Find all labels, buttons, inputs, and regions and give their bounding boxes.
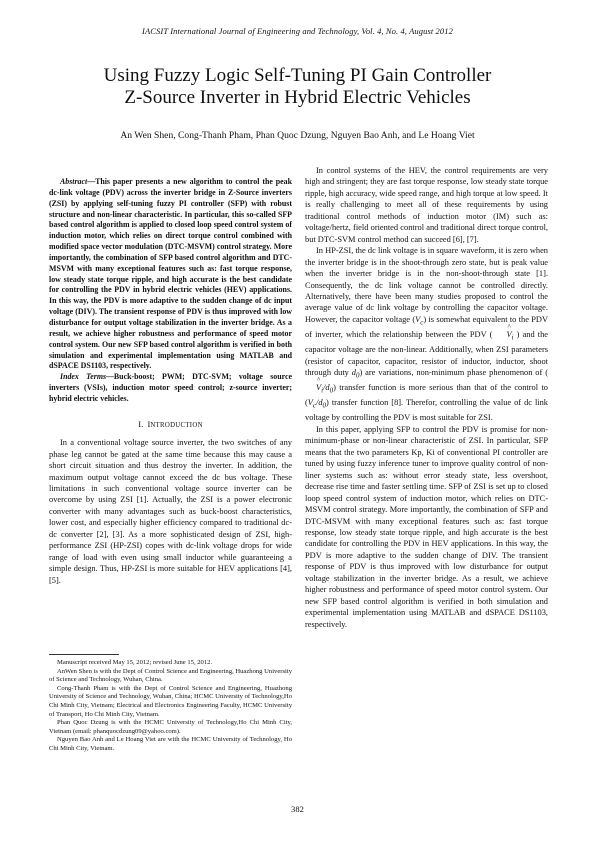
text-run: ) transfer function is more serious than that of the control to ( [305,383,548,408]
abstract-text: —This paper presents a new algorithm to control the peak dc-link voltage (PDV) across the inverter bridge in Z-Source inverters (ZSI) by applying self-tuning fuzzy PI controller (SFP) with robust structure and non-linear characteristic. In particular, this so-called SFP based control algorithm is applied to closed loop speed control system of induction motor, which relies on direct torque control combined with modified space vector modulation (DTC-MSVM) control strategy. More importantly, the combination of SFP based control algorithm and DTC-MSVM with many exceptional features such as: fast torque response, low steady state torque ripple, and high accurate is the best candidate for controlling the PDV in hybrid electric vehicles (HEV) applications. In this way, the PDV is more adaptive to the sudden change of dc input voltage (DIV). The transient response of PDV is thus improved with low disturbance for output voltage stabilization in the inverter bridge. As a result, we achieve higher robustness and performance of speed motor control system. Our new SFP based control algorithm is verified in both simulation and experimental implementation using MATLAB and dSPACE DS1103, respectively. [49,177,292,371]
text-run: ) transfer function [8]. Therefor, controlling the value of dc link voltage by controlling the PDV is most suitable for ZSI. [305,398,548,423]
footnote-manuscript: Manuscript received May 15, 2012; revised June 15, 2012. [57,659,213,666]
text-run: ) is somewhat equivalent to the PDV of inverter, which the relationship between the PDV ( [305,314,548,340]
symbol-subscript: i [321,386,324,395]
text-run: In HP-ZSI, the dc link voltage is in square waveform, it is zero when the inverter bridge is in the shoot-through zero state, but is peak value when the inverter bridge is in the non-shoot-through state [1]. Consequently, the dc link voltage cannot be controlled directly. Alternatively, there have been many studies proposed to control the average value of dc link voltage by controlling the capacitor voltage. However, the capacitor voltage ( [305,246,548,324]
symbol-vc-over-d0 [307,398,327,410]
right-paragraph-2 [305,245,548,424]
symbol-base: /d [316,398,323,408]
symbol-subscript: 0 [329,386,334,395]
text-run: ) are variations, non-minimum phase phenomenon of ( [359,368,548,378]
symbol-subscript: 0 [322,401,327,410]
title-line-2: Z-Source Inverter in Hybrid Electric Vehicles [124,87,471,108]
title-line-1: Using Fuzzy Logic Self-Tuning PI Gain Controller [103,65,492,86]
paper-title [60,65,535,109]
abstract-lead: Abstract [60,177,88,186]
intro-paragraph: In a conventional voltage source inverter, the two switches of any phase leg cannot be gated at the same time because this may cause a short circuit situation and thus destroy the inverter. In addition, the maximum output voltage cannot exceed the dc bus voltage. These limitations in such conventional voltage source inverter can be overcome by using ZSI [1]. Actually, the ZSI is a power electronic converter with many advantages such as buck-boost characteristics, lower cost, and especially higher efficiency compared to traditional dc-dc converter [2], [3]. As a more sophisticated design of ZSI, high-performance ZSI (HP-ZSI) copes with dc-link voltage drops for wide range of load with even using small inductor while guaranteeing a simple design. Thus, HP-ZSI is more suitable for HEV applications [4], [5]. [49,438,292,585]
symbol-base: V [415,314,421,324]
index-terms [49,372,292,405]
section-number: I. [138,418,144,429]
symbol-base: d [351,368,356,378]
footnote-rule [49,654,119,655]
section-first-letter: I [147,418,151,429]
right-column [305,165,548,630]
symbol-base: V [307,398,313,408]
index-terms-lead: Index Terms [60,372,107,382]
section-heading-introduction [49,419,292,431]
right-paragraph-3: In this paper, applying SFP to control the PDV is promise for non-minimum-phase or non-linear characteristic of ZSI. In particular, SFP means that the two parameters Kp, Ki of conventional PI controller are tuned by using fuzzy inference tuner to improve quality control of non-liner systems such as: without error steady state, less overshoot, decrease rise time and faster settling time. SFP of ZSI is set up to closed loop speed control system of induction motor, which relies on DTC-MSVM control strategy. More importantly, the combination of SFP and DTC-MSVM with many exceptional features such as: fast torque response, low steady state torque ripple, and high accurate is the best candidate for controlling the PDV in HEV applications. In this way, the PDV is more adaptive to the sudden change of DIV. The transient response of PDV is thus improved with low disturbance for output voltage stabilization in the inverter bridge. As a result, we achieve higher robustness and performance of speed motor control system. Our new SFP based control algorithm is verified in both simulation and experimental implementation using MATLAB and dSPACE DS1103, respectively. [305,424,548,629]
section-title-rest: NTRODUCTION [150,421,203,429]
author-footnotes [49,654,292,754]
symbol-vi-hat [495,329,513,344]
symbol-subscript: i [511,333,514,342]
right-paragraph-1: In control systems of the HEV, the control requirements are very high and stringent; they are fast torque response, low steady state torque ripple, high accuracy, wide speed range, and high torque at low speed. It is really challenging to meet all of these requirements by using traditional control methods of induction motor (IM) such as: voltage/hertz, field oriented control and traditional direct torque control, but DTC-SVM control method can succeed [6], [7]. [305,166,548,244]
abstract [49,177,292,372]
symbol-base: V [316,383,322,393]
left-column [49,177,292,586]
symbol-vi-over-d0 [305,382,333,397]
symbol-subscript: c [420,318,424,327]
journal-header: IACSIT International Journal of Engineering and Technology, Vol. 4, No. 4, August 2012 [142,26,453,36]
symbol-subscript: c [312,401,317,410]
footnote-author-dzung: Phan Quoc Dzung is with the HCMC University of Technology,Ho Chi Minh City, Vietnam (email: phanquocdzung09@yahoo.com). [49,719,292,735]
footnote-author-shen: AnWen Shen is with the Dept of Control Science and Engineering, Huazhong University of Science and Technology, Wuhan, China. [49,667,292,684]
page-number: 382 [291,804,304,814]
symbol-base: V [506,330,512,340]
footnote-author-anh-viet: Nguyen Bao Anh and Le Hoang Viet are with the HCMC University of Technology, Ho Chi Minh City, Vietnam. [49,736,292,752]
author-list: An Wen Shen, Cong-Thanh Pham, Phan Quoc Dzung, Nguyen Bao Anh, and Le Hoang Viet [120,130,475,141]
symbol-subscript: 0 [355,371,360,380]
text-run: ) and the capacitor voltage are the non-linear. Additionally, when ZSI parameters (resistor of capacitor, capacitor, resistor of inductor, inductor, shoot through duty [305,330,548,378]
index-terms-text: —Buck-boost; PWM; DTC-SVM; voltage source inverters (VSIs), induction motor speed control; z-source inverter; hybrid electric vehicles. [49,372,292,403]
footnote-author-pham: Cong-Thanh Pham is with the Dept of Control Science and Engineering, Huazhong University of Science and Technology, Wuhan, China; HCMC University of Technology,Ho Chi Minh City, Vietnam; Electrical and Electronics Engineering Faculty, HCMC University of Transport, Ho Chi Minh City, Vietnam. [49,684,292,718]
symbol-base: /d [323,383,330,393]
